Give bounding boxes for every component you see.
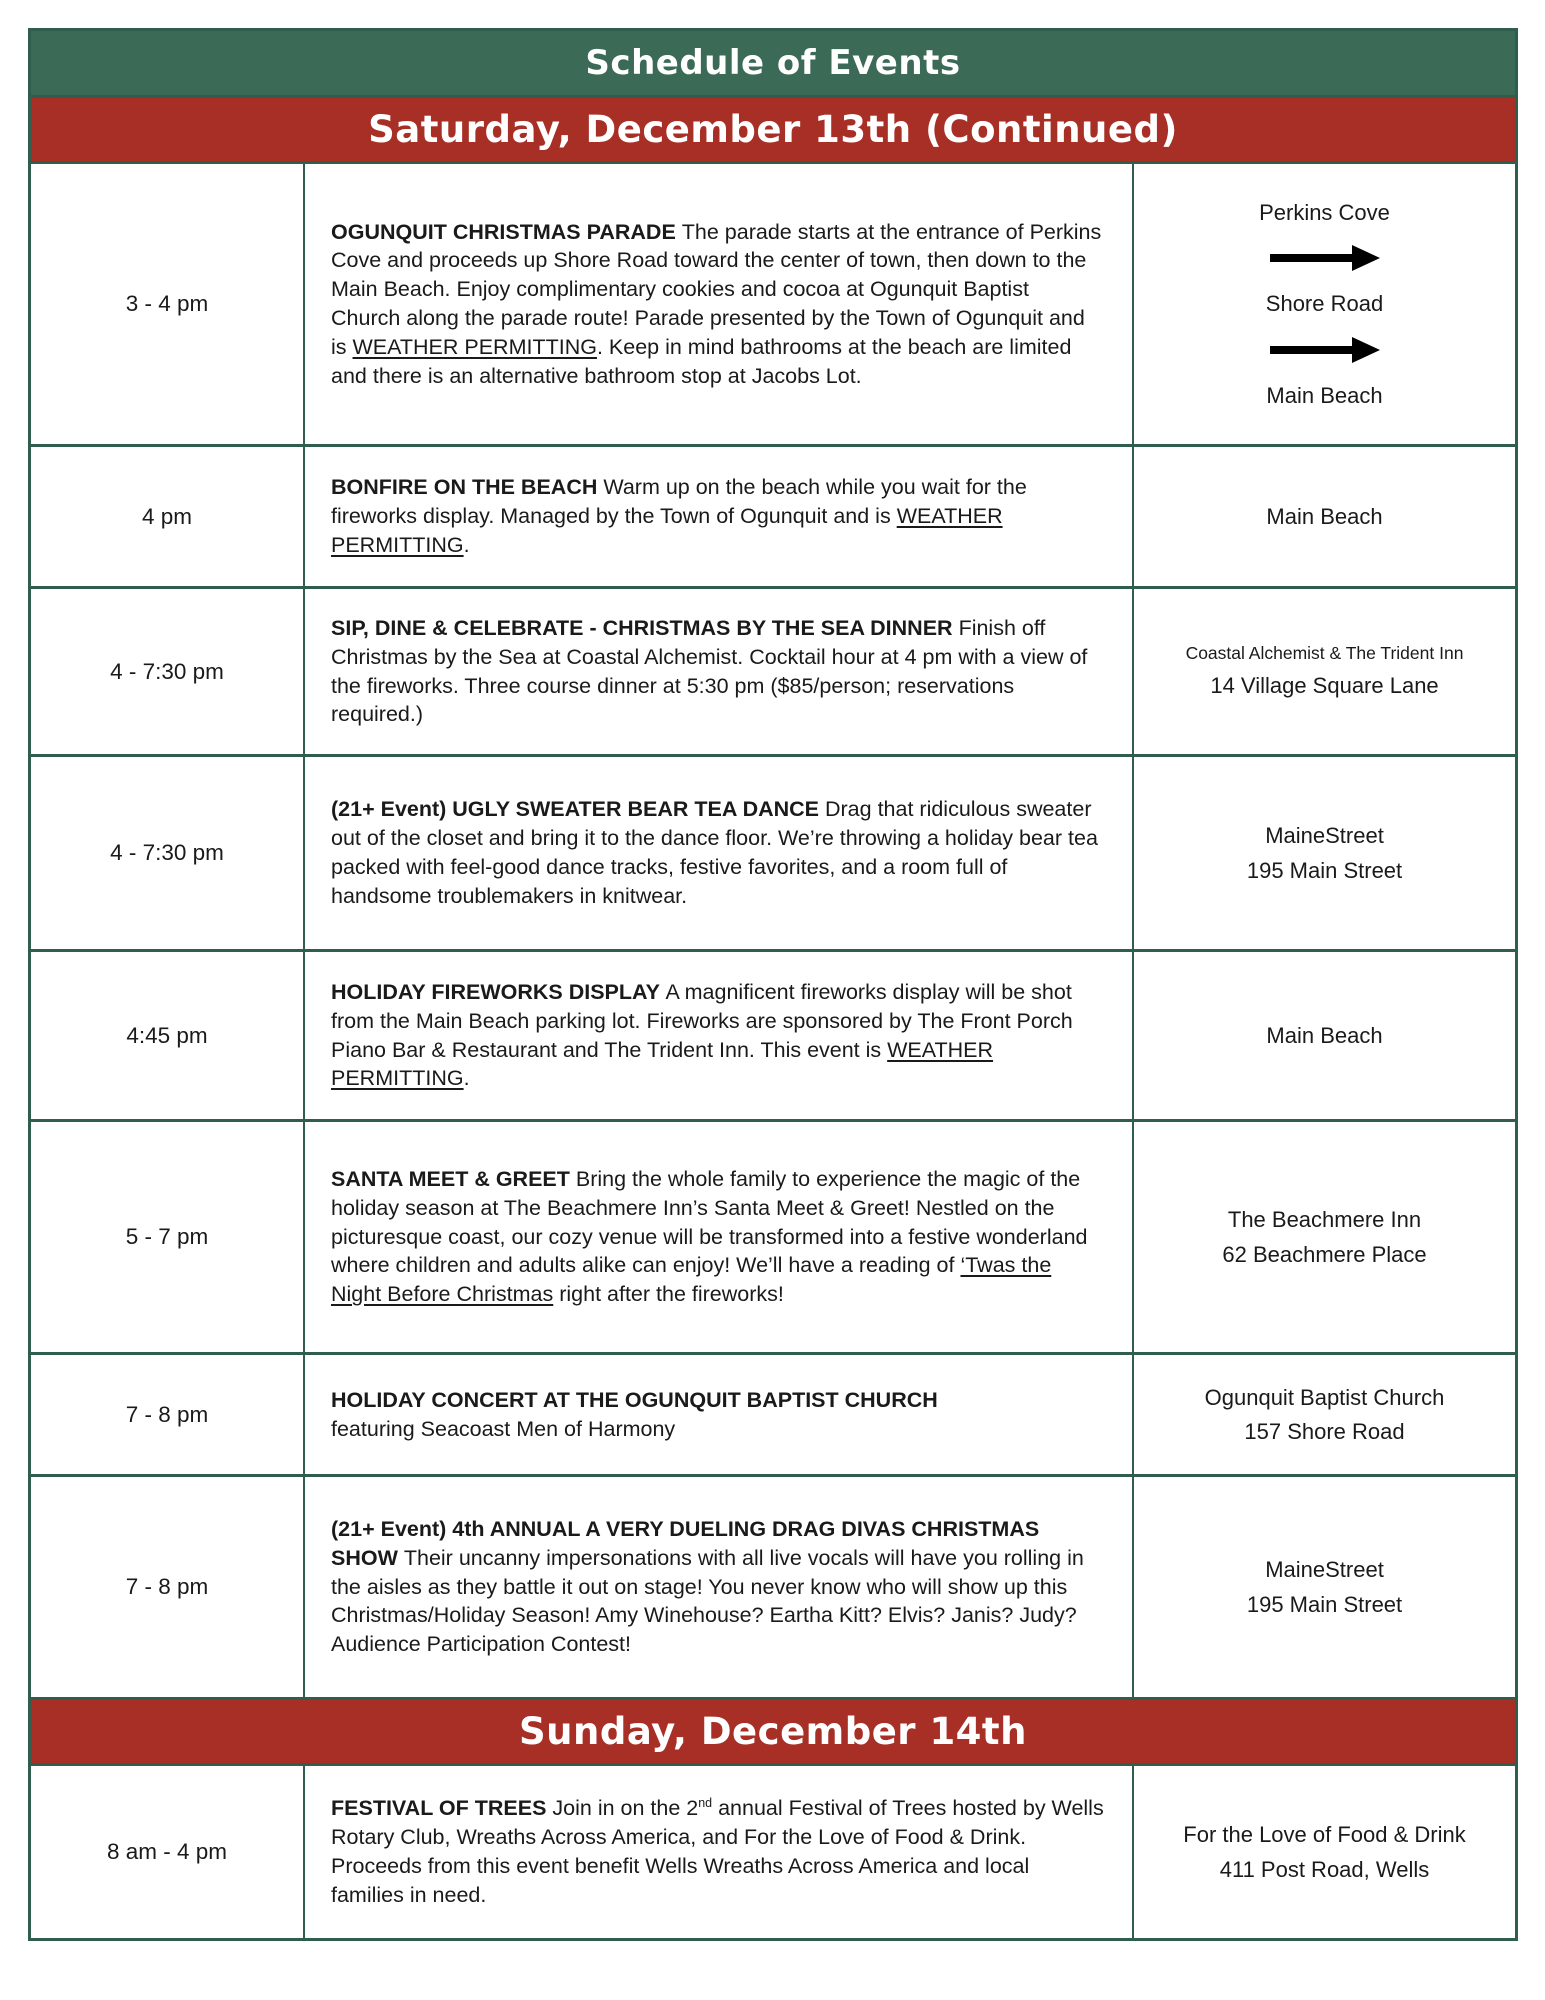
event-row [31, 1763, 1515, 1938]
event-location [1132, 1766, 1515, 1938]
event-location [1132, 589, 1515, 754]
underlined-text: WEATHER PERMITTING [331, 1037, 994, 1091]
arrow-right-icon [1266, 241, 1384, 275]
event-row [31, 949, 1515, 1119]
location-line: For the Love of Food & Drink [1183, 1822, 1466, 1847]
location-line: 157 Shore Road [1244, 1419, 1405, 1444]
event-row [31, 444, 1515, 586]
event-description-text: HOLIDAY CONCERT AT THE OGUNQUIT BAPTIST CHURCH featuring Seacoast Men of Harmony [331, 1387, 938, 1441]
location-line: 62 Beachmere Place [1222, 1241, 1427, 1267]
event-location [1132, 164, 1515, 444]
underlined-text: ‘Twas the Night Before Christmas [331, 1253, 1052, 1307]
event-row [31, 1119, 1515, 1352]
event-description [303, 1766, 1132, 1938]
event-title: FESTIVAL OF TREES [331, 1796, 553, 1821]
event-location [1132, 1122, 1515, 1352]
event-description-text: BONFIRE ON THE BEACH Warm up on the beach while you wait for the fireworks display. Managed by the Town of Ogunquit and is WEATHER PERMITTING. [331, 475, 1027, 557]
event-location [1132, 447, 1515, 586]
day-banner: Sunday, December 14th [31, 1697, 1515, 1763]
event-row [31, 1474, 1515, 1697]
event-description [303, 1122, 1132, 1352]
event-title: (21+ Event) 4th ANNUAL A VERY DUELING DRAG DIVAS CHRISTMAS SHOW [331, 1517, 1040, 1570]
event-time: 4 - 7:30 pm [110, 840, 224, 865]
event-title: HOLIDAY CONCERT AT THE OGUNQUIT BAPTIST CHURCH [331, 1387, 938, 1412]
location-line: Main Beach [1266, 382, 1383, 408]
event-description [303, 757, 1132, 949]
location-line: Ogunquit Baptist Church [1204, 1384, 1445, 1410]
event-location [1132, 1477, 1515, 1697]
event-description-text: FESTIVAL OF TREES Join in on the 2nd annual Festival of Trees hosted by Wells Rotary Club, Wreaths Across America, and For the Love of Food & Drink. Proceeds from this event benefit Wells Wreaths Across America and local families in need. [331, 1796, 1104, 1907]
location-line: Main Beach [1266, 1022, 1383, 1048]
location-line: Shore Road [1265, 291, 1384, 317]
underlined-text: WEATHER PERMITTING [352, 334, 597, 359]
location-line: 195 Main Street [1246, 1591, 1403, 1617]
event-description [303, 1477, 1132, 1697]
location-line: 195 Main Street [1246, 857, 1403, 883]
event-title: BONFIRE ON THE BEACH [331, 475, 604, 500]
location-line: 411 Post Road, Wells [1219, 1856, 1430, 1882]
location-line: Main Beach [1266, 503, 1383, 529]
event-title: SANTA MEET & GREET [331, 1167, 576, 1191]
event-location [1132, 952, 1515, 1119]
event-time: 4 pm [141, 503, 193, 529]
event-time: 7 - 8 pm [125, 1574, 209, 1599]
location-line: MaineStreet [1265, 823, 1384, 848]
event-time: 5 - 7 pm [125, 1224, 209, 1249]
event-time: 8 am - 4 pm [106, 1839, 228, 1864]
event-time: 7 - 8 pm [125, 1401, 209, 1427]
schedule-sections [31, 95, 1515, 1938]
page-title: Schedule of Events [31, 31, 1515, 95]
location-line: MaineStreet [1265, 1557, 1384, 1582]
event-title: OGUNQUIT CHRISTMAS PARADE [331, 219, 682, 244]
event-title: (21+ Event) UGLY SWEATER BEAR TEA DANCE [331, 797, 825, 822]
event-time: 4:45 pm [126, 1022, 208, 1048]
event-row [31, 161, 1515, 444]
event-row [31, 754, 1515, 949]
event-description-text: (21+ Event) UGLY SWEATER BEAR TEA DANCE Drag that ridiculous sweater out of the closet and bring it to the dance floor. We’re throwing a holiday bear tea packed with feel-good dance tracks, festive favorites, and a room full of handsome troublemakers in knitwear. [331, 797, 1098, 908]
ordinal-superscript: nd [698, 1796, 713, 1811]
event-description-text: SIP, DINE & CELEBRATE - CHRISTMAS BY THE SEA DINNER Finish off Christmas by the Sea at Coastal Alchemist. Cocktail hour at 4 pm with a view of the fireworks. Three course dinner at 5:30 pm ($85/person; reservations required.) [331, 615, 1088, 727]
event-description [303, 1355, 1132, 1474]
event-title: SIP, DINE & CELEBRATE - CHRISTMAS BY THE SEA DINNER [331, 615, 959, 640]
event-description [303, 164, 1132, 444]
event-location [1132, 757, 1515, 949]
event-time: 4 - 7:30 pm [110, 658, 224, 684]
location-line: Coastal Alchemist & The Trident Inn [1185, 643, 1464, 664]
event-title: HOLIDAY FIREWORKS DISPLAY [331, 979, 666, 1004]
event-time: 3 - 4 pm [125, 291, 209, 316]
event-row [31, 586, 1515, 754]
event-row [31, 1352, 1515, 1474]
location-line: The Beachmere Inn [1227, 1207, 1422, 1232]
location-line: 14 Village Square Lane [1210, 673, 1439, 699]
arrow-right-icon [1266, 333, 1384, 367]
event-description-text: OGUNQUIT CHRISTMAS PARADE The parade starts at the entrance of Perkins Cove and proceeds up Shore Road toward the center of town, then down to the Main Beach. Enjoy complimentary cookies and cocoa at Ogunquit Baptist Church along the parade route! Parade presented by the Town of Ogunquit and is WEATHER PERMITTING. Keep in mind bathrooms at the beach are limited and there is an alternative bathroom stop at Jacobs Lot. [331, 219, 1102, 388]
event-location [1132, 1355, 1515, 1474]
event-description [303, 589, 1132, 754]
event-description-text: (21+ Event) 4th ANNUAL A VERY DUELING DRAG DIVAS CHRISTMAS SHOW Their uncanny impersonations with all live vocals will have you rolling in the aisles as they battle it out on stage! You never know who will show up this Christmas/Holiday Season! Amy Winehouse? Eartha Kitt? Elvis? Janis? Judy? Audience Participation Contest! [331, 1517, 1084, 1657]
events-table [28, 28, 1518, 1941]
event-description [303, 952, 1132, 1119]
underlined-text: WEATHER PERMITTING [331, 504, 1003, 557]
event-description-text: HOLIDAY FIREWORKS DISPLAY A magnificent fireworks display will be shot from the Main Beach parking lot. Fireworks are sponsored by The Front Porch Piano Bar & Restaurant and The Trident Inn. This event is WEATHER PERMITTING. [331, 979, 1073, 1091]
day-banner: Saturday, December 13th (Continued) [31, 95, 1515, 161]
event-description-text: SANTA MEET & GREET Bring the whole family to experience the magic of the holiday season at The Beachmere Inn’s Santa Meet & Greet! Nestled on the picturesque coast, our cozy venue will be transformed into a festive wonderland where children and adults alike can enjoy! We’ll have a reading of ‘Twas the Night Before Christmas right after the fireworks! [331, 1167, 1088, 1307]
location-line: Perkins Cove [1259, 199, 1390, 225]
event-description [303, 447, 1132, 586]
